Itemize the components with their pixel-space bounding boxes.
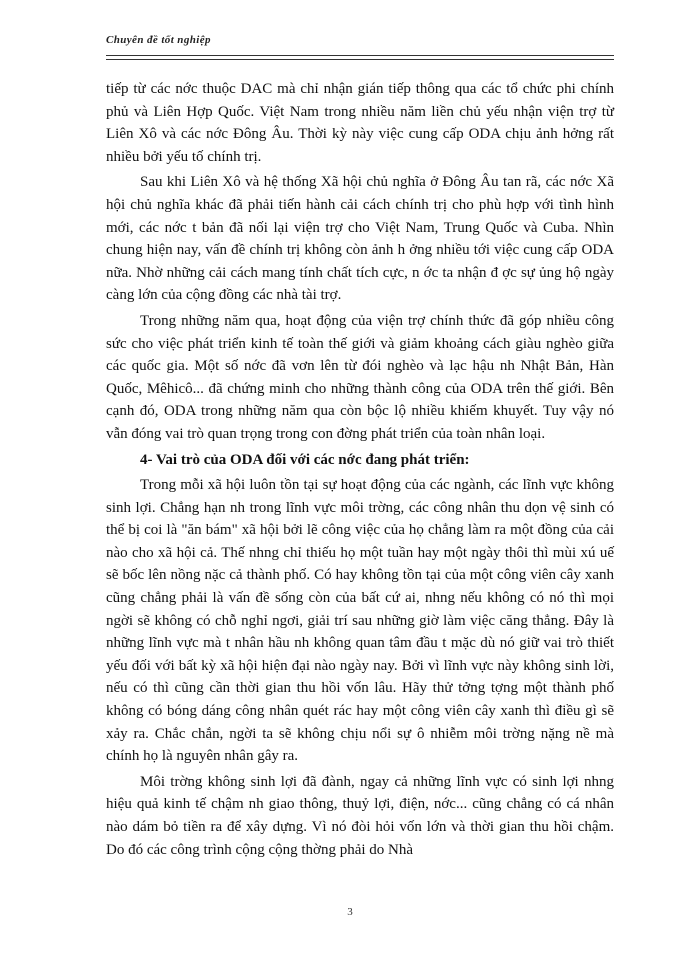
paragraph-1: tiếp từ các nớc thuộc DAC mà chỉ nhận gián tiếp thông qua các tổ chức phi chính phủ và Liên Hợp Quốc. Việt Nam trong nhiều năm liền chủ yếu nhận viện trợ từ Liên Xô và các nớc Đông Âu. Thời kỳ này việc cung cấp ODA chịu ảnh hởng rất nhiều bởi yếu tố chính trị. (106, 81, 614, 165)
document-header: Chuyên đề tốt nghiệp (106, 34, 211, 46)
section-paragraph-1: Trong mỗi xã hội luôn tồn tại sự hoạt động của các ngành, các lĩnh vực không sinh lợi. Chẳng hạn nh trong lĩnh vực môi trờng, các công nhân thu dọn vệ sinh có thể bị coi là "ăn bám" xã hội bởi lẽ công việc của họ chẳng làm ra một đồng của cải nào cho xã hội cả. Thế nhng chỉ thiếu họ một tuần hay một ngày thôi thì mùi xú uế sẽ bốc lên nồng nặc cả thành phố. Có hay không tồn tại của một công viên cây xanh cũng chẳng phải là vấn đề sống còn của bất cứ ai, nhng nếu không có nó thì mọi ngời sẽ không có chỗ nghỉ ngơi, giải trí sau những giờ làm việc căng thẳng. Đây là những lĩnh vực mà t nhân hầu nh không quan tâm đầu t mặc dù nó giữ vai trò thiết yếu đối với bất kỳ xã hội hiện đại nào ngày nay. Bởi vì lĩnh vực này không sinh lời, nếu có thì cũng cần thời gian thu hồi vốn lâu. Hãy thử tởng tợng một thành phố không có bóng dáng công nhân quét rác hay một công viên cây xanh thì điều gì sẽ xảy ra. Chắc chắn, ngời ta sẽ không chịu nổi sự ô nhiễm môi trờng nặng nề mà chính họ là nguyên nhân gây ra. (106, 477, 614, 765)
section-heading: 4- Vai trò của ODA đối với các nớc đang phát triển: (140, 451, 470, 468)
page-number: 3 (347, 906, 353, 918)
paragraph-2: Sau khi Liên Xô và hệ thống Xã hội chủ nghĩa ở Đông Âu tan rã, các nớc Xã hội chủ nghĩa khác đã phải tiến hành cải cách chính trị cho phù hợp với tình hình mới, các nớc t bản đã nối lại viện trợ cho Việt Nam, Trung Quốc và Cuba. Nhìn chung hiện nay, vấn đề chính trị không còn ảnh h ởng nhiều tới việc cung cấp ODA nữa. Nhờ những cải cách mang tính chất tích cực, n ớc ta nhận đ ợc sự ủng hộ ngày càng lớn của cộng đồng các nhà tài trợ. (106, 174, 614, 304)
paragraph-3: Trong những năm qua, hoạt động của viện trợ chính thức đã góp nhiều công sức cho việc phát triển kinh tế toàn thế giới và giảm khoảng cách giàu nghèo giữa các quốc gia. Một số nớc đã vơn lên từ đói nghèo và lạc hậu nh Nhật Bản, Hàn Quốc, Mêhicô... đã chứng minh cho những thành công của ODA trên thế giới. Bên cạnh đó, ODA trong những năm qua còn bộc lộ nhiều khiếm khuyết. Tuy vậy nó vẫn đóng vai trò quan trọng trong con đờng phát triển của toàn nhân loại. (106, 312, 614, 442)
document-body (106, 78, 614, 864)
section-paragraph-2: Môi trờng không sinh lợi đã đành, ngay cả những lĩnh vực có sinh lợi nhng hiệu quả kinh tế chậm nh giao thông, thuỷ lợi, điện, nớc... cũng chẳng có cá nhân nào dám bỏ tiền ra để xây dựng. Vì nó đòi hỏi vốn lớn và thời gian thu hồi chậm. Do đó các công trình cộng cộng thờng phải do Nhà (106, 773, 614, 858)
header-rule (106, 55, 614, 60)
